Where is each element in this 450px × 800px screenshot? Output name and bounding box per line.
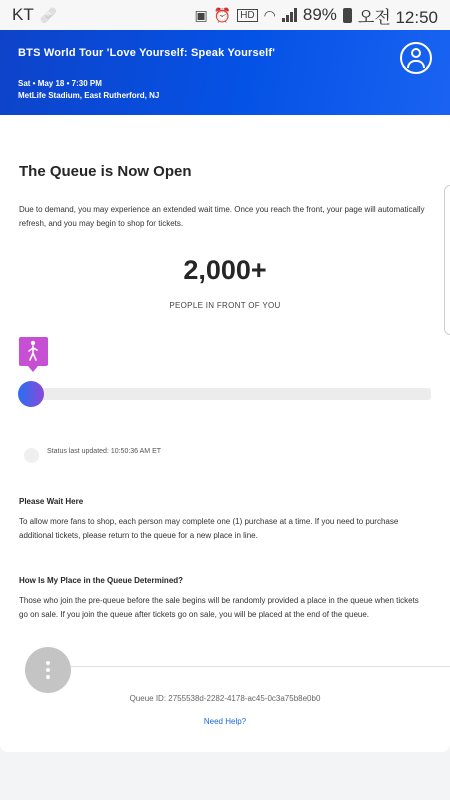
queue-progress-marker xyxy=(18,381,44,407)
hd-icon: HD xyxy=(237,9,257,22)
queue-count: 2,000+ xyxy=(183,255,267,285)
need-help-link[interactable]: Need Help? xyxy=(203,717,247,726)
account-icon-head xyxy=(411,48,421,58)
queue-id: Queue ID: 2755538d-2282-4178-ac45-0c3a75b8e0b0 xyxy=(129,694,321,703)
event-details xyxy=(18,78,432,102)
account-icon-body xyxy=(407,60,425,68)
section-heading: Please Wait Here xyxy=(19,497,84,506)
status-bar xyxy=(0,0,450,30)
status-updated: Status last updated: 10:50:36 AM ET xyxy=(47,448,162,455)
queue-card xyxy=(0,115,450,752)
status-bar-right xyxy=(195,3,438,28)
dot xyxy=(46,675,50,679)
wifi-icon: ◠ xyxy=(263,6,276,23)
account-icon[interactable] xyxy=(400,42,432,74)
event-title: BTS World Tour 'Love Yourself: Speak Yourself' xyxy=(18,47,276,59)
event-header xyxy=(0,30,450,115)
status-bar-left xyxy=(12,5,57,25)
section-body: Those who join the pre-queue before the sale begins will be randomly provided a place in the queue when tickets go on sale. If you join the queue after tickets go on sale, you will be placed at the end of the queue. xyxy=(19,596,419,619)
more-options-button[interactable] xyxy=(25,647,71,693)
dot xyxy=(46,668,50,672)
status-spinner-icon xyxy=(24,448,39,463)
queue-progress-track xyxy=(19,388,431,400)
queue-intro: Due to demand, you may experience an extended wait time. Once you reach the front, your page will automatically refresh, and you may begin to shop for tickets. xyxy=(19,205,425,228)
page-title: The Queue is Now Open xyxy=(19,163,192,180)
clock: 오전 12:50 xyxy=(357,7,438,27)
section-body: To allow more fans to shop, each person may complete one (1) purchase at a time. If you need to purchase additional tickets, please return to the queue for a new place in line. xyxy=(19,517,399,540)
walking-person-glyph xyxy=(26,340,40,362)
queue-count-label: PEOPLE IN FRONT OF YOU xyxy=(169,301,281,310)
walking-person-icon xyxy=(19,337,48,366)
dot xyxy=(46,661,50,665)
event-venue: MetLife Stadium, East Rutherford, NJ xyxy=(18,91,160,100)
bandage-icon: 🩹 xyxy=(39,6,58,23)
battery-percent: 89% xyxy=(302,5,337,24)
notification-icon: ▣ xyxy=(194,6,208,23)
event-date-time: Sat • May 18 • 7:30 PM xyxy=(18,79,102,88)
section-heading: How Is My Place in the Queue Determined? xyxy=(19,576,184,585)
footer-divider xyxy=(36,666,450,667)
carrier-label: KT xyxy=(12,5,34,24)
alarm-icon: ⏰ xyxy=(213,6,232,23)
battery-icon xyxy=(343,8,352,23)
signal-icon xyxy=(282,8,297,22)
